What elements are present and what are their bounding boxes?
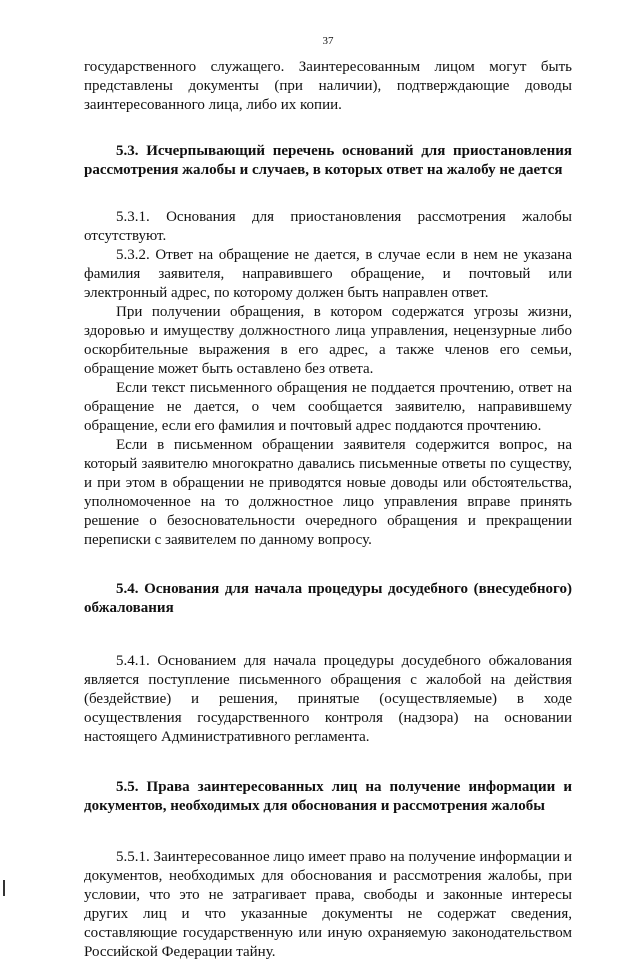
scan-margin-mark	[3, 880, 5, 896]
paragraph-unreadable: Если текст письменного обращения не поддается прочтению, ответ на обращение не дается, о чем сообщается заявителю, направившему обращение, если его фамилия и почтовый адрес поддаются прочтению.	[84, 380, 572, 434]
section-5-4-heading: 5.4. Основания для начала процедуры досудебного (внесудебного) обжалования	[84, 581, 572, 616]
section-5-5-heading: 5.5. Права заинтересованных лиц на получение информации и документов, необходимых для обоснования и рассмотрения жалобы	[84, 779, 572, 814]
section-5-3-heading: 5.3. Исчерпывающий перечень оснований для приостановления рассмотрения жалобы и случаев, в которых ответ на жалобу не дается	[84, 143, 572, 178]
page-content	[84, 58, 572, 962]
document-page	[84, 0, 572, 960]
paragraph-5-3-2: 5.3.2. Ответ на обращение не дается, в случае если в нем не указана фамилия заявителя, направившего обращение, и почтовый или электронный адрес, по которому должен быть направлен ответ.	[84, 247, 572, 301]
intro-paragraph: государственного служащего. Заинтересованным лицом могут быть представлены документы (при наличии), подтверждающие доводы заинтересованного лица, либо их копии.	[84, 59, 572, 113]
paragraph-repeated: Если в письменном обращении заявителя содержится вопрос, на который заявителю многократно давались письменные ответы по существу, и при этом в обращении не приводятся новые доводы или обстоятельства, уполномоченное на то должностное лицо управления вправе принять решение о безосновательности очередного обращения и прекращении переписки с заявителем по данному вопросу.	[84, 437, 572, 548]
paragraph-threats: При получении обращения, в котором содержатся угрозы жизни, здоровью и имуществу должностного лица управления, нецензурные либо оскорбительные выражения в его адрес, а также членов его семьи, обращение может быть оставлено без ответа.	[84, 304, 572, 377]
page-number: 37	[322, 35, 334, 47]
paragraph-5-5-1: 5.5.1. Заинтересованное лицо имеет право на получение информации и документов, необходимых для обоснования и рассмотрения жалобы, при условии, что это не затрагивает права, свободы и законные интересы других лиц и что указанные документы не содержат сведения, составляющие государственную или иную охраняемую законодательством Российской Федерации тайну.	[84, 849, 572, 960]
paragraph-5-4-1: 5.4.1. Основанием для начала процедуры досудебного обжалования является поступление письменного обращения с жалобой на действия (бездействие) и решения, принятые (осуществляемые) в ходе осуществления государственного контроля (надзора) на основании настоящего Административного регламента.	[84, 653, 572, 745]
paragraph-5-3-1: 5.3.1. Основания для приостановления рассмотрения жалобы отсутствуют.	[84, 209, 572, 244]
